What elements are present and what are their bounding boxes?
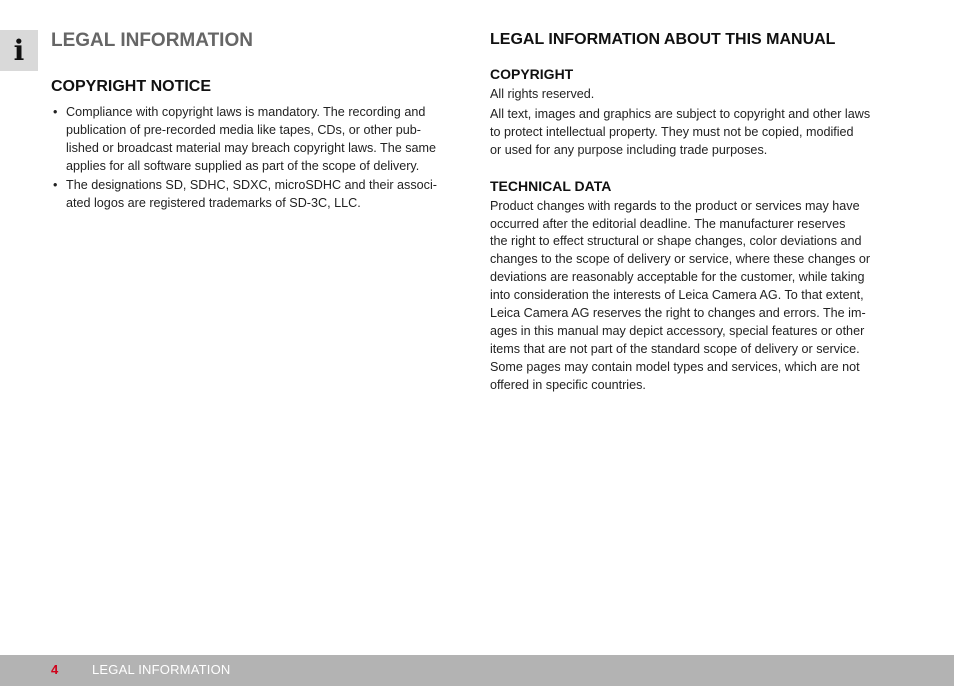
footer-section-label: LEGAL INFORMATION <box>92 662 231 677</box>
left-column <box>51 30 466 214</box>
bullet-line: publication of pre-recorded media like tapes, CDs, or other pub- <box>66 122 421 137</box>
info-icon: i <box>13 34 25 67</box>
text-line: All text, images and graphics are subject to copyright and other laws <box>490 106 871 121</box>
text-line: or used for any purpose including trade purposes. <box>490 142 768 157</box>
page-title: LEGAL INFORMATION <box>51 30 253 51</box>
text-line: Some pages may contain model types and services, which are not <box>490 359 860 374</box>
technical-data-paragraph <box>490 198 905 395</box>
text-line: ages in this manual may depict accessory, special features or other <box>490 323 865 338</box>
copyright-paragraph <box>490 106 905 160</box>
right-column <box>490 30 905 395</box>
text-line: into consideration the interests of Leica Camera AG. To that extent, <box>490 288 864 303</box>
bullet-icon: • <box>53 178 58 193</box>
text-line: Leica Camera AG reserves the right to changes and errors. The im- <box>490 306 866 321</box>
copyright-notice-heading: COPYRIGHT NOTICE <box>51 78 212 95</box>
text-line: items that are not part of the standard scope of delivery or service. <box>490 341 860 356</box>
technical-data-heading: TECHNICAL DATA <box>490 177 612 194</box>
text-line: to protect intellectual property. They must not be copied, modified <box>490 124 854 139</box>
copyright-heading: COPYRIGHT <box>490 66 574 82</box>
list-item <box>51 177 466 213</box>
text-line: occurred after the editorial deadline. The manufacturer reserves <box>490 216 846 231</box>
bullet-line: Compliance with copyright laws is mandatory. The recording and <box>66 105 426 119</box>
copyright-notice-list <box>51 104 466 213</box>
list-item <box>51 104 466 176</box>
text-line: changes to the scope of delivery or service, where these changes or <box>490 252 871 267</box>
bullet-line: The designations SD, SDHC, SDXC, microSDHC and their associ- <box>66 178 437 193</box>
info-tab <box>0 30 38 71</box>
bullet-line: applies for all software supplied as part of the scope of delivery. <box>66 158 420 173</box>
footer-bar <box>0 655 954 686</box>
text-line: deviations are reasonably acceptable for the customer, while taking <box>490 270 865 285</box>
bullet-icon: • <box>53 105 58 119</box>
text-line: offered in specific countries. <box>490 377 646 392</box>
rights-reserved-text: All rights reserved. <box>490 87 595 101</box>
page-number: 4 <box>51 662 59 677</box>
bullet-line: lished or broadcast material may breach copyright laws. The same <box>66 140 437 155</box>
text-line: Product changes with regards to the product or services may have <box>490 198 860 213</box>
bullet-line: ated logos are registered trademarks of SD-3C, LLC. <box>66 196 361 211</box>
text-line: the right to effect structural or shape changes, color deviations and <box>490 234 862 249</box>
manual-legal-heading: LEGAL INFORMATION ABOUT THIS MANUAL <box>490 31 836 48</box>
